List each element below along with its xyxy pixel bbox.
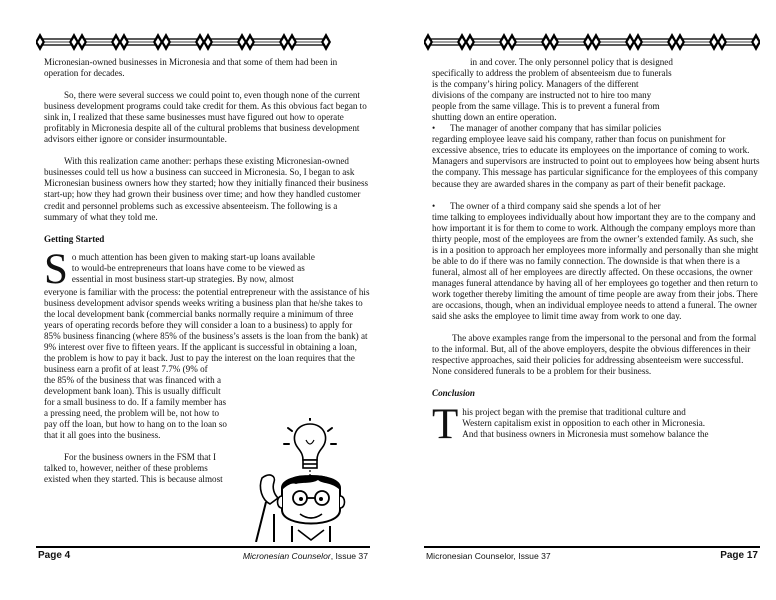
bullet-marker: • xyxy=(432,123,436,134)
bullet-marker: • xyxy=(432,200,436,211)
right-cont-line-3: is the company’s hiring policy. Managers of the different xyxy=(432,79,639,90)
start-line-1: o much attention has been given to making start-up loans available xyxy=(71,251,315,262)
concl-line-3: And that business owners in Micronesia must somehow balance the xyxy=(462,429,709,440)
border-ornament-segment xyxy=(507,33,551,51)
bullet2-rest: regarding employee leave said his company, rather than focus on punishment for excessive absence, tries to educate its employees on the importance of coming to work. Managers and supervisors are instructed to point out to employees how being absent hurts the company. This message has particular significance for the employees of this company because they are awarded shares in the company as part of their benefit package. xyxy=(432,134,760,189)
right-page-number: Page 17 xyxy=(720,550,758,561)
border-ornament-segment xyxy=(161,33,205,51)
left-paragraph-intro: Micronesian-owned businesses in Micronesia and that some of them had been in operation for decades. xyxy=(44,57,338,79)
fsm-line-2: talked to, however, neither of these problems xyxy=(44,463,208,474)
right-footer xyxy=(424,546,760,562)
drop-cap-t: T xyxy=(432,401,459,449)
start-line-2: to would-be entrepreneurs that loans have come to be viewed as xyxy=(71,262,305,273)
border-ornament-segment xyxy=(245,33,289,51)
border-ornament-segment xyxy=(424,33,467,51)
concl-line-2: Western capitalism exist in opposition to each other in Micronesia. xyxy=(462,418,706,429)
left-magazine-issue: , Issue 37 xyxy=(330,551,368,561)
border-ornament-segment xyxy=(203,33,247,51)
left-magazine-title xyxy=(243,551,368,561)
right-magazine-name: Micronesian Counselor xyxy=(426,551,514,561)
start-rest: everyone is familiar with the process: the potential entrepreneur with the assistance of his business development advisor spends weeks writing a business plan that he/she takes to the local development bank (commercial banks normally require a minimum of three years of operating records before they will consider a loan to a business) to apply for 85% business financing (where 85% of the business’s assets is the loan from the bank) at 9% interest over five to fifteen years. If the applicant is successful in obtaining a loan, the problem is how to pay it back. Just to pay the interest on the loan requires that the business earn a profit of at least 7.7% (9% of xyxy=(44,286,370,374)
start-narrow-3: for a small business to do. If a family member has xyxy=(44,397,227,408)
border-ornament-segment xyxy=(287,33,331,51)
border-ornament-segment xyxy=(717,33,760,51)
fsm-line-3: existed when they started. This is because almost xyxy=(44,474,223,485)
concl-line-1: his project began with the premise that traditional culture and xyxy=(462,407,686,418)
left-paragraph-success: So, there were several success we could point to, even though none of the current business development programs could take credit for them. As this obvious fact began to sink in, I realized that these same businesses must have figured out how to operate profitably in Micronesia despite all of the cultural problems that business development advisors either ignore or consider insurmountable. xyxy=(44,90,367,145)
right-cont-line-1: in and cover. The only personnel policy that is designed xyxy=(470,57,673,67)
start-narrow-2: development bank loan). This is usually difficult xyxy=(44,386,221,397)
bullet2-first-line: The manager of another company that has similar policies xyxy=(450,123,662,134)
bullet-item-second-company xyxy=(432,123,760,134)
right-cont-line-2: specifically to address the problem of absenteeism due to funerals xyxy=(432,68,672,79)
start-narrow-1: the 85% of the business that was financed with a xyxy=(44,375,222,386)
border-ornament-segment xyxy=(36,33,79,51)
right-cont-line-5: people from the same village. This is to prevent a funeral from xyxy=(432,101,660,112)
left-page-number: Page 4 xyxy=(38,550,71,561)
right-paragraph-examples: The above examples range from the impersonal to the personal and from the formal to the informal. But, all of the above employers, despite the obvious differences in their respective approaches, said their policies for addressing absenteeism were successful. None considered funerals to be a problem for their business. xyxy=(432,333,757,377)
heading-conclusion: Conclusion xyxy=(432,388,475,399)
start-line-3: essential in most business start-up strategies. By now, almost xyxy=(71,273,294,284)
right-magazine-title xyxy=(426,551,551,561)
heading-getting-started: Getting Started xyxy=(44,233,105,244)
border-ornament-segment xyxy=(549,33,593,51)
start-narrow-6: that it all goes into the business. xyxy=(44,430,161,441)
border-ornament-segment xyxy=(77,33,121,51)
start-narrow-4: a pressing need, the problem will be, not how to xyxy=(44,408,220,419)
left-paragraph-realization: With this realization came another: perhaps these existing Micronesian-owned businesses could tell us how a business can succeed in Micronesia. So, I began to ask Micronesian business owners how they started; how they initially financed their business start-up; how they had grown their business over time; and how they handled customer credit and personnel problems such as excessive absenteeism. The following is a summary of what they told me. xyxy=(44,156,369,222)
idea-cartoon-illustration xyxy=(252,418,372,542)
border-ornament-segment xyxy=(465,33,509,51)
drop-cap-s: S xyxy=(44,245,68,293)
right-magazine-issue: , Issue 37 xyxy=(513,551,551,561)
border-ornament-segment xyxy=(119,33,163,51)
decorative-border-top-left xyxy=(36,32,370,52)
fsm-line-1: For the business owners in the FSM that I xyxy=(64,452,217,463)
bullet3-rest: time talking to employees individually about how important they are to the company and how important it is for them to come to work. Although the company employs more than thirty people, most of the employees are from the owner’s extended family. As such, she is in a position to approach her employees more informally and personally than she might be able to do if there was no family connection. The downside is that when there is a funeral, almost all of her employees are directly affected. On these occasions, the owner manages funeral attendance by having all of her employees go together and then return to work together thereby limiting the amount of time people are away from their jobs. There are occasions, though, when an individual employee needs to attend a funeral. The owner said she asks the employee to limit time away from work to one day. xyxy=(432,211,759,322)
left-footer xyxy=(36,546,370,562)
start-narrow-5: pay off the loan, but how to hang on to the loan so xyxy=(44,419,227,430)
border-ornament-segment xyxy=(675,33,719,51)
bullet-item-third-company xyxy=(432,201,760,212)
right-cont-line-4: divisions of the company are instructed not to hire too many xyxy=(432,90,652,101)
border-ornament-segment xyxy=(633,33,677,51)
right-column xyxy=(432,57,760,449)
bullet3-first-line: The owner of a third company said she spends a lot of her xyxy=(450,200,661,211)
right-page xyxy=(388,0,776,600)
border-ornament-segment xyxy=(591,33,635,51)
right-cont-line-6: shutting down an entire operation. xyxy=(432,112,557,123)
decorative-border-top-right xyxy=(424,32,760,52)
right-paragraph-conclusion xyxy=(432,401,760,449)
left-magazine-name: Micronesian Counselor xyxy=(242,551,331,561)
